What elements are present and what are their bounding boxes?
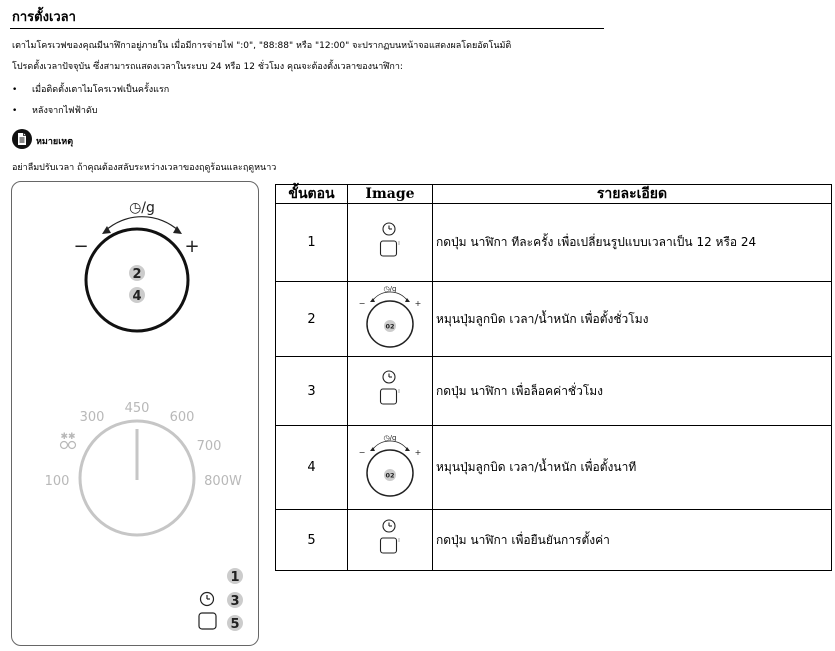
bullet-item: [12, 103, 98, 117]
table-row: [276, 426, 832, 510]
step-badge-number: 3: [230, 594, 240, 609]
header-image: Image: [348, 185, 433, 204]
knob-icon: [355, 431, 425, 501]
step-image: [348, 426, 433, 510]
power-label-450: 450: [124, 401, 150, 416]
note-document-icon: [12, 129, 32, 149]
title-divider: [10, 28, 604, 29]
table-row: [276, 357, 832, 426]
time-weight-dial: [73, 200, 199, 331]
step-description: กดปุ่ม นาฬิกา เพื่อยืนยันการตั้งค่า: [433, 510, 832, 571]
table-row: [276, 282, 832, 357]
svg-text:−: −: [358, 299, 366, 308]
clock-button: [199, 613, 216, 629]
step-description: กดปุ่ม นาฬิกา เพื่อล็อคค่าชั่วโมง: [433, 357, 832, 426]
knob-value: 02: [385, 471, 395, 479]
table-header-row: [276, 185, 832, 204]
bullet-dot: •: [12, 85, 18, 95]
step-number: 3: [276, 357, 348, 426]
step-badge-number: 2: [132, 267, 142, 282]
header-step: ขั้นตอน: [276, 185, 348, 204]
clock-button-icon: [375, 221, 405, 261]
step-number: 5: [276, 510, 348, 571]
clock-button-area: [199, 568, 243, 632]
clock-button-icon: [375, 518, 405, 558]
power-label-300: 300: [79, 410, 105, 425]
control-panel-illustration: [11, 181, 259, 646]
knob-label: ◷/g: [383, 285, 397, 293]
header-detail: รายละเอียด: [433, 185, 832, 204]
power-label-800: 800W: [204, 474, 242, 489]
power-dial: [45, 401, 242, 535]
clock-icon: [201, 593, 214, 606]
bullet-text: เมื่อติดตั้งเตาไมโครเวฟเป็นครั้งแรก: [32, 85, 170, 95]
intro-paragraph-1: เตาไมโครเวฟของคุณมีนาฬิกาอยู่ภายใน เมื่อมีการจ่ายไฟ ":0", "88:88" หรือ "12:00" จะปรากฏบนหน้าจอแสดงผลโดยอัตโนมัติ: [12, 41, 512, 51]
svg-text:+: +: [414, 299, 422, 308]
bullet-item: [12, 82, 169, 96]
step-description: กดปุ่ม นาฬิกา ทีละครั้ง เพื่อเปลี่ยนรูปแบบเวลาเป็น 12 หรือ 24: [433, 204, 832, 282]
power-label-700: 700: [196, 439, 222, 454]
note-text: อย่าลืมปรับเวลา ถ้าคุณต้องสลับระหว่างเวลาของฤดูร้อนและฤดูหนาว: [12, 163, 277, 173]
svg-text:+: +: [414, 447, 422, 457]
knob-value: 02: [385, 322, 395, 331]
power-label-600: 600: [169, 410, 195, 425]
step-description: หมุนปุ่มลูกบิด เวลา/น้ำหนัก เพื่อตั้งชั่วโมง: [433, 282, 832, 357]
power-label-100: 100: [44, 474, 70, 489]
bullet-text: หลังจากไฟฟ้าดับ: [32, 106, 98, 116]
page-title: การตั้งเวลา: [12, 10, 76, 25]
clock-button-icon: [375, 369, 405, 409]
step-number: 1: [276, 204, 348, 282]
step-description: หมุนปุ่มลูกบิด เวลา/น้ำหนัก เพื่อตั้งนาที: [433, 426, 832, 510]
svg-text:−: −: [358, 447, 366, 457]
step-image: [348, 357, 433, 426]
knob-label: ◷/g: [383, 433, 397, 442]
steps-table: [275, 184, 832, 571]
step-badge-number: 1: [230, 570, 240, 585]
dial-label: ◷/g: [129, 200, 155, 216]
plus-sign: +: [184, 236, 200, 257]
step-image: [348, 282, 433, 357]
step-badge-number: 5: [230, 617, 240, 632]
step-image: [348, 204, 433, 282]
knob-icon: [355, 282, 425, 352]
note-label: หมายเหตุ: [36, 137, 74, 147]
step-number: 2: [276, 282, 348, 357]
bullet-dot: •: [12, 106, 18, 116]
svg-text:✱✱: ✱✱: [60, 432, 76, 442]
step-image: [348, 510, 433, 571]
table-row: [276, 510, 832, 571]
minus-sign: −: [73, 236, 89, 257]
defrost-icon: [60, 432, 75, 449]
intro-paragraph-2: โปรดตั้งเวลาปัจจุบัน ซึ่งสามารถแสดงเวลาในระบบ 24 หรือ 12 ชั่วโมง คุณจะต้องตั้งเวลาของนาฬิกา:: [12, 62, 403, 72]
step-badge-number: 4: [132, 289, 142, 304]
step-number: 4: [276, 426, 348, 510]
table-row: [276, 204, 832, 282]
